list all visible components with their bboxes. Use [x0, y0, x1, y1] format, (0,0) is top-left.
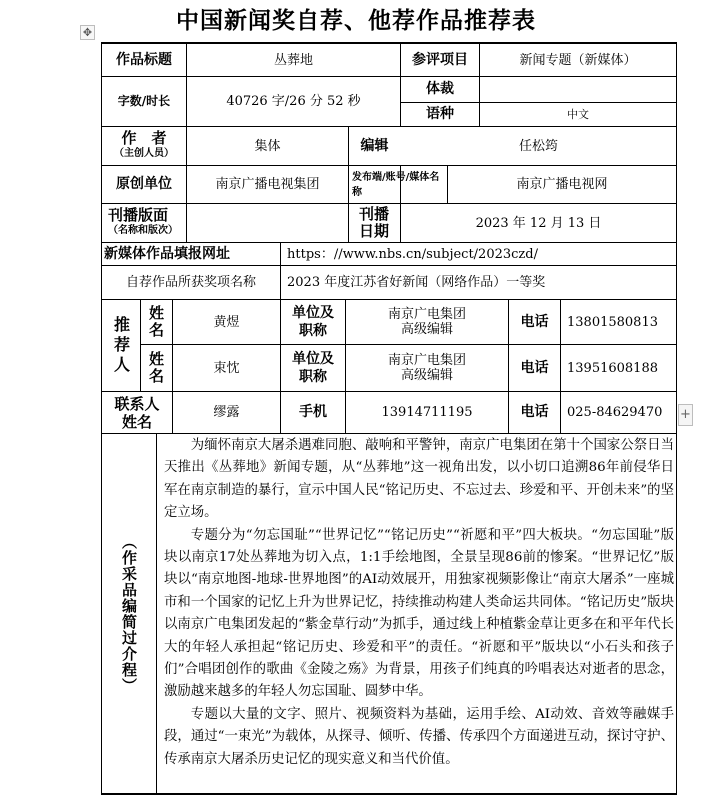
eval-item-value: 新闻专题（新媒体）	[519, 52, 637, 68]
date-value: 2023 年 12 月 13 日	[475, 215, 602, 231]
layout-value	[187, 204, 348, 242]
move-handle-icon[interactable]: ✥	[80, 25, 95, 40]
org-value: 南京广播电视集团	[215, 177, 320, 192]
recommender-1-unit-label: 单位及职称	[292, 305, 334, 339]
contact-mobile-label: 手机	[299, 404, 327, 420]
length-value: 40726 字/26 分 52 秒	[226, 94, 361, 109]
col-divider	[140, 299, 141, 391]
page-title: 中国新闻奖自荐、他荐作品推荐表	[176, 7, 536, 34]
contact-label: 联系人姓名	[114, 394, 160, 431]
col-divider	[156, 433, 157, 794]
layout-label-cell	[102, 204, 186, 242]
recommender-1-title: 高级编辑	[400, 322, 453, 337]
layout-sublabel: （名称和版次）	[108, 225, 178, 236]
award-label: 自荐作品所获奖项名称	[125, 275, 256, 290]
author-value: 集体	[254, 138, 281, 154]
recommender-1-unit: 南京广电集团	[387, 307, 466, 322]
editor-value: 任松筠	[518, 138, 558, 154]
date-label: 刊播日期	[358, 205, 389, 240]
intro-paragraph: 为缅怀南京大屠杀遇难同胞、敲响和平警钟，南京广电集团在第十个国家公祭日当天推出《丛葬地》新闻专题，从“丛葬地”这一视角出发，以小切口追溯86年前侵华日军在南京制造的暴行，宣示中国人民“铭记历史、不忘过去、珍爱和平、开创未来”的坚定立场。	[164, 438, 674, 521]
recommender-1-phone: 13801580813	[567, 314, 658, 330]
recommender-1-name: 黄煜	[213, 314, 240, 330]
recommender-2-name-label: 姓名	[148, 350, 164, 385]
work-title-value: 丛葬地	[273, 52, 313, 68]
eval-item-label: 参评项目	[412, 51, 468, 68]
publisher-label: 发布端/账号/媒体名称	[352, 171, 440, 198]
publisher-value: 南京广播电视网	[516, 177, 608, 192]
contact-phone-label: 电话	[520, 404, 549, 420]
recommender-2-title: 高级编辑	[400, 368, 453, 383]
author-label-cell	[102, 127, 186, 165]
recommender-1-unit-cell	[346, 300, 508, 344]
recommender-1-phone-label: 电话	[520, 313, 549, 330]
recommender-1-name-label: 姓名	[148, 304, 164, 339]
row-divider	[101, 433, 677, 434]
recommender-2-unit-cell	[346, 345, 508, 391]
intro-text	[164, 435, 674, 771]
author-sublabel: （主创人员）	[114, 148, 174, 159]
award-value: 2023 年度江苏省好新闻（网络作品）一等奖	[287, 275, 546, 290]
genre-label: 体裁	[426, 81, 454, 97]
intro-paragraph: 专题分为“勿忘国耻”“世界记忆”“铭记历史”“祈愿和平”四大板块。“勿忘国耻”版块以南京17处丛葬地为切入点，1:1手绘地图，全景呈现86前的惨案。“世界记忆”版块以“南京地图-地球-世界地图”的AI动效展开，用独家视频影像让“南京大屠杀”一座城市和一个国家的记忆上升为世界记忆，持续推动构建人类命运共同体。“铭记历史”版块以南京广电集团发起的“紫金草行动”为抓手，通过线上种植紫金草让更多在和平年代长大的年轻人承担起“铭记历史、珍爱和平”的责任。“祈愿和平”版块以“小石头和孩子们”合唱团创作的歌曲《金陵之殇》为背景，用孩子们纯真的吟唱表达对逝者的思念，激励越来越多的年轻人勿忘国耻、圆梦中华。	[164, 527, 674, 700]
language-value: 中文	[567, 108, 589, 121]
url-label: 新媒体作品填报网址	[104, 245, 230, 262]
table-border-bottom	[101, 793, 677, 795]
contact-phone: 025-84629470	[567, 405, 663, 420]
length-label: 字数/时长	[117, 94, 171, 108]
intro-paragraph: 专题以大量的文字、照片、视频资料为基础，运用手绘、AI动效、音效等融媒手段，通过“一束光”为载体，从探寻、倾听、传播、传承四个方面递进互动，探讨守护、传承南京大屠杀历史记忆的现实意义和当代价值。	[164, 706, 674, 767]
recommender-label: 推荐人	[111, 315, 131, 376]
author-label: 作 者	[121, 129, 167, 147]
add-row-icon[interactable]: +	[678, 404, 693, 426]
layout-label: 刊播版面	[108, 206, 169, 224]
intro-label: （作采品编简过介程）	[120, 533, 138, 694]
language-label: 语种	[426, 106, 454, 122]
recommender-2-unit-label: 单位及职称	[292, 351, 334, 385]
url-value[interactable]: https：//www.nbs.cn/subject/2023czd/	[287, 246, 538, 262]
genre-value	[480, 77, 676, 102]
recommender-2-phone: 13951608188	[567, 360, 658, 376]
recommender-2-unit: 南京广电集团	[387, 353, 466, 368]
table-border-right	[676, 42, 677, 794]
recommender-2-phone-label: 电话	[520, 359, 549, 376]
recommender-2-name: 束忱	[213, 360, 240, 376]
contact-name: 缪露	[213, 405, 240, 420]
work-title-label: 作品标题	[116, 51, 172, 68]
contact-mobile: 13914711195	[381, 405, 473, 420]
org-label: 原创单位	[116, 176, 172, 192]
editor-label: 编辑	[360, 137, 389, 154]
